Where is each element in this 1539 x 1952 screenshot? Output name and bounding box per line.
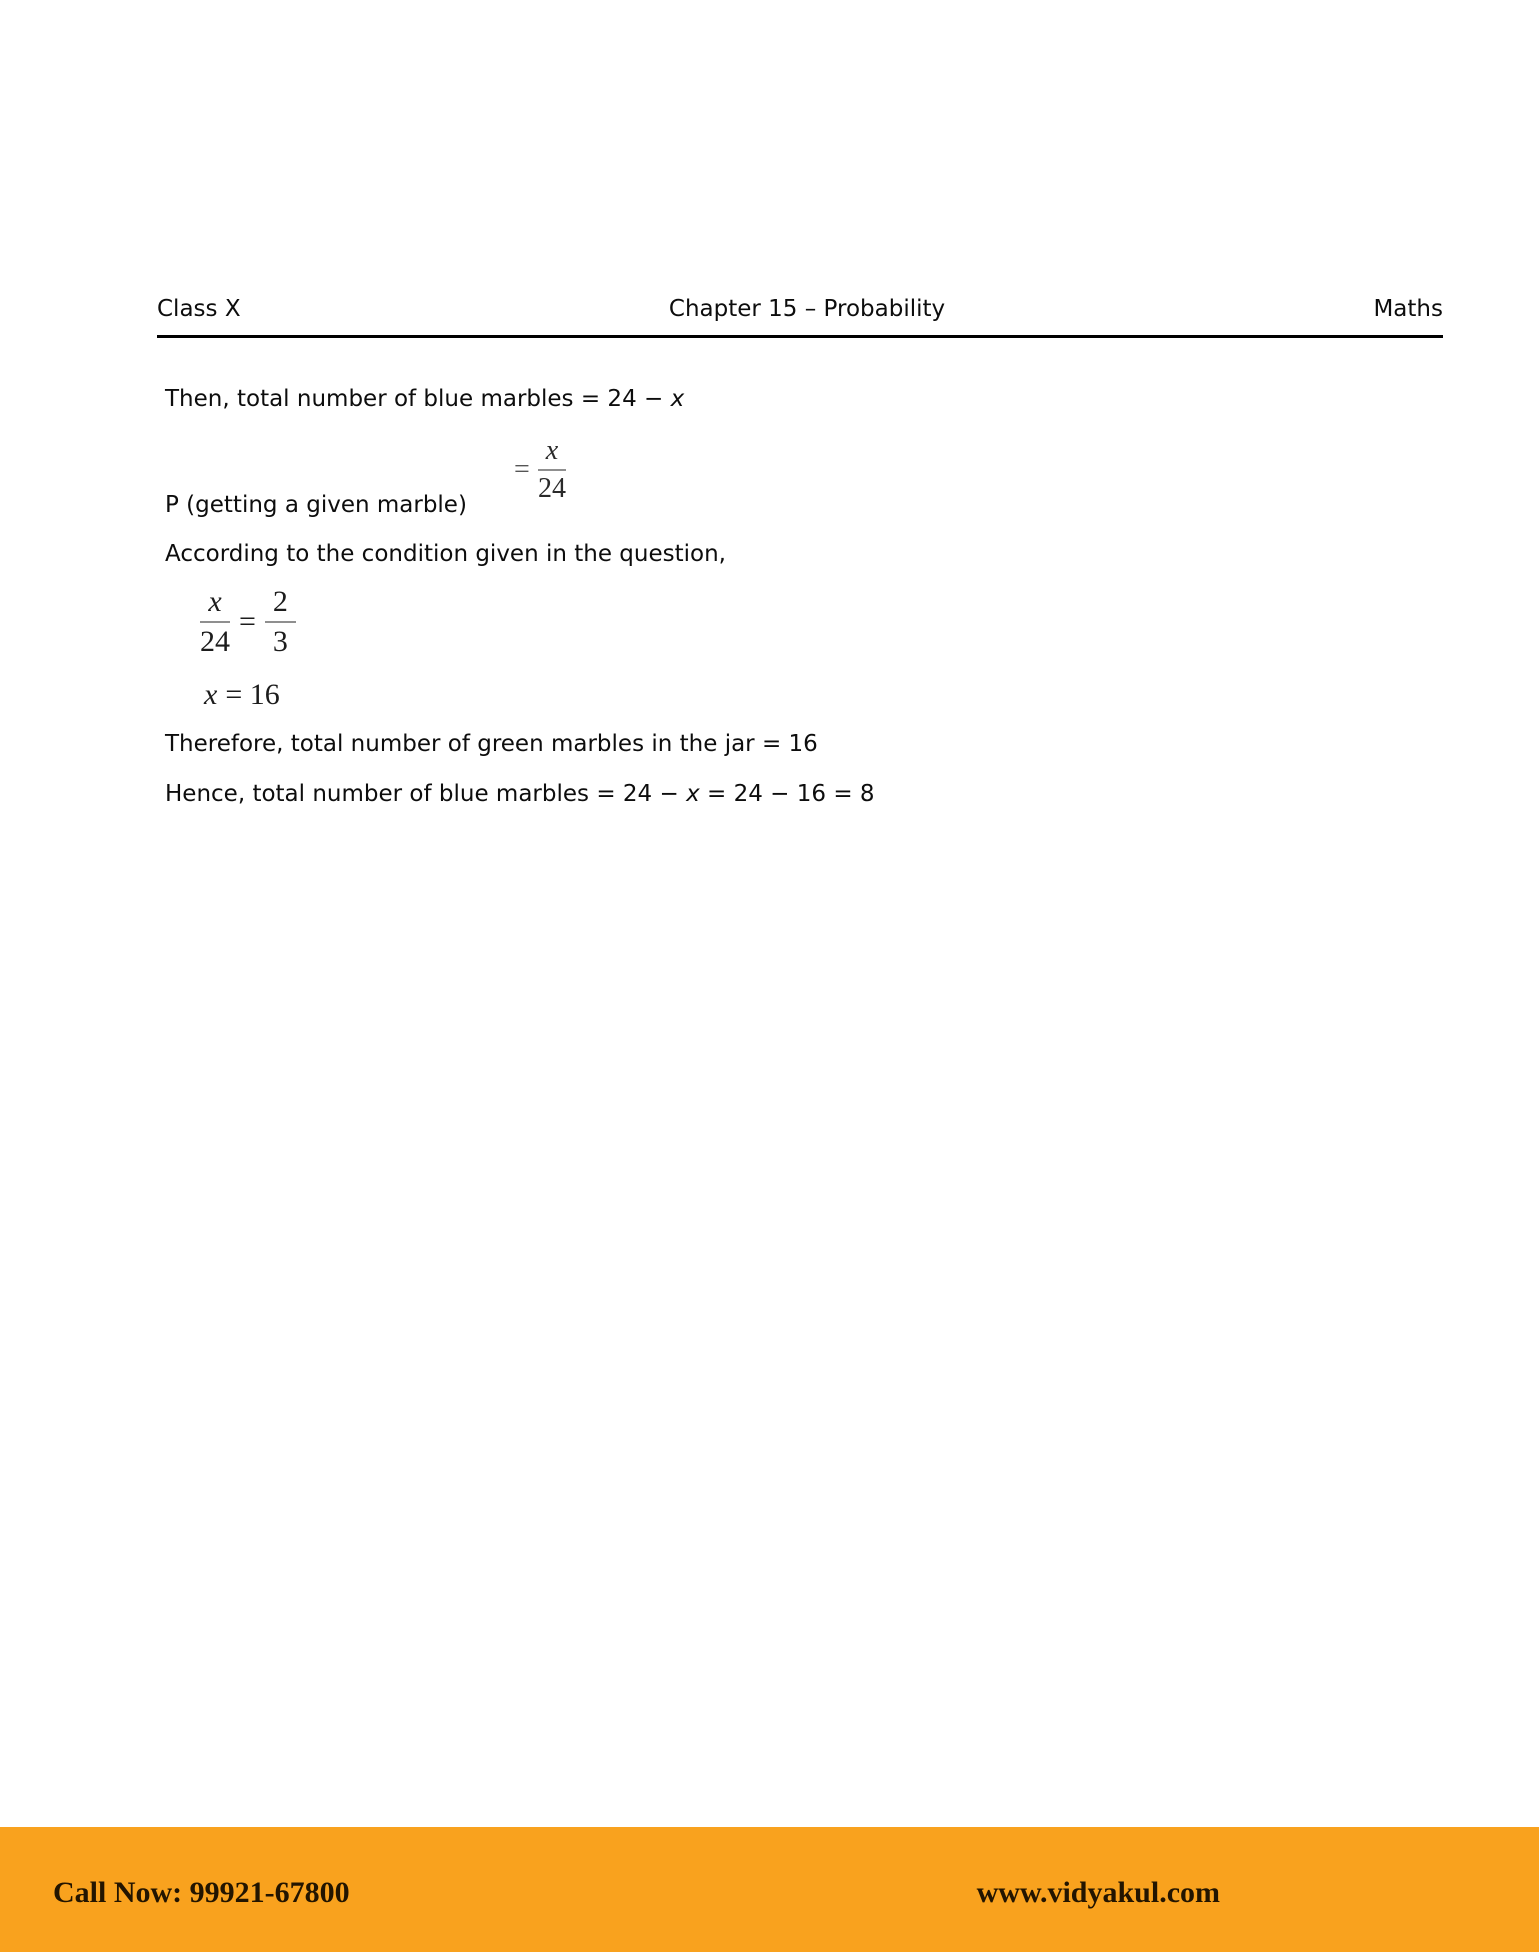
p-label-text: P (getting a given marble) <box>165 492 467 518</box>
hence-prefix: Hence, total number of blue marbles = 24 − <box>165 781 687 807</box>
lhs-denominator: 24 <box>200 625 230 659</box>
footer-phone: Call Now: 99921-67800 <box>53 1875 350 1909</box>
text-line-according: According to the condition given in the question, <box>165 541 726 567</box>
fraction-denominator: 24 <box>538 473 567 505</box>
page-header <box>157 296 1443 338</box>
header-class-label: Class X <box>157 296 241 322</box>
solution-variable: x <box>204 678 218 711</box>
solution-line <box>204 678 280 712</box>
lhs-numerator: x <box>200 586 229 623</box>
fraction-x-over-24 <box>538 436 566 504</box>
then-text: Then, total number of blue marbles = 24 − <box>165 386 671 412</box>
header-chapter-title: Chapter 15 – Probability <box>668 296 946 322</box>
equation-rhs-fraction <box>265 586 296 659</box>
equation-equals-sign: = <box>239 605 256 639</box>
rhs-numerator: 2 <box>265 586 296 623</box>
footer-website: www.vidyakul.com <box>976 1875 1220 1909</box>
text-line-therefore: Therefore, total number of green marbles in the jar = 16 <box>165 731 818 757</box>
text-line-then <box>165 386 684 414</box>
footer-bar <box>0 1827 1539 1952</box>
hence-variable: x <box>686 781 700 807</box>
equals-sign: = <box>514 454 530 486</box>
hence-suffix: = 24 − 16 = 8 <box>699 781 875 807</box>
probability-label <box>165 492 467 520</box>
inline-fraction <box>514 436 566 504</box>
header-subject-label: Maths <box>1373 296 1443 322</box>
equation-block <box>200 586 296 659</box>
equation-lhs-fraction <box>200 586 230 659</box>
variable-x: x <box>670 386 685 412</box>
fraction-numerator: x <box>538 436 566 471</box>
rhs-denominator: 3 <box>272 625 288 659</box>
text-line-hence <box>165 781 875 809</box>
solution-value: = 16 <box>225 678 280 711</box>
